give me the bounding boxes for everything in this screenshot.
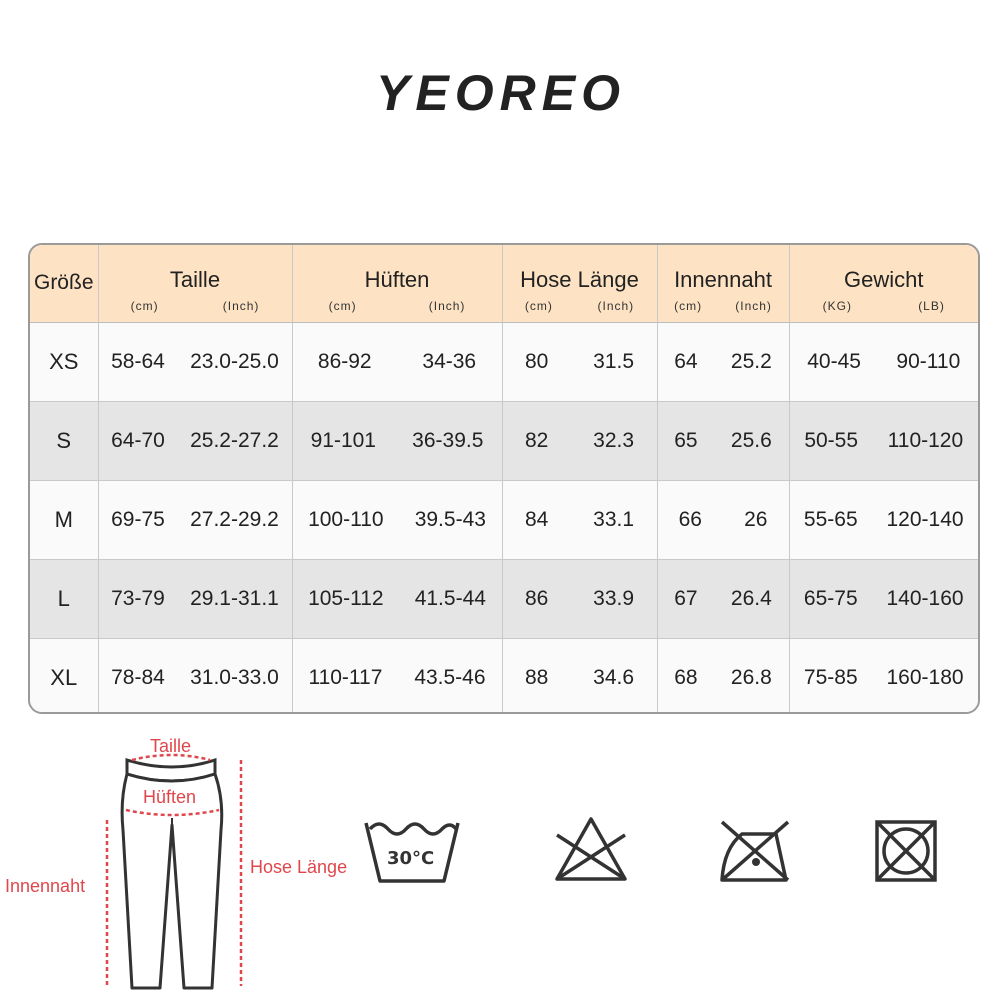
cell-value: 69-75 — [111, 507, 165, 531]
header-units-hueften — [293, 299, 502, 313]
cell-taille — [98, 480, 292, 559]
unit-label: (cm) — [674, 299, 703, 313]
taille-label: Taille — [150, 736, 192, 756]
size-cell: L — [30, 559, 98, 638]
cell-value: 90-110 — [896, 349, 961, 373]
header-gewicht — [789, 245, 978, 322]
cell-hose — [502, 322, 657, 401]
cell-value: 160-180 — [886, 665, 964, 689]
unit-label: (LB) — [918, 299, 945, 313]
cell-innennaht — [657, 401, 789, 480]
table-row — [30, 559, 978, 638]
header-units-hose — [503, 299, 657, 313]
cell-value: 39.5-43 — [414, 507, 486, 531]
cell-value: 88 — [524, 665, 549, 689]
header-title-innennaht: Innennaht — [674, 267, 772, 292]
table-body — [30, 322, 978, 714]
cell-value: 75-85 — [803, 665, 858, 689]
unit-label: (Inch) — [597, 299, 635, 313]
header-units-innennaht — [658, 299, 789, 313]
cell-value: 110-120 — [887, 428, 964, 452]
innennaht-label: Innennaht — [5, 876, 86, 896]
cell-value: 40-45 — [807, 349, 861, 373]
brand-logo — [0, 62, 1001, 122]
cell-value: 86-92 — [317, 349, 372, 373]
cell-value: 110-117 — [308, 665, 383, 689]
cell-value: 68 — [674, 665, 698, 689]
no-tumble-dry-icon — [874, 819, 938, 883]
cell-hueften — [292, 480, 502, 559]
cell-innennaht — [657, 638, 789, 714]
header-title-gewicht: Gewicht — [844, 267, 924, 292]
cell-hueften — [292, 559, 502, 638]
cell-value: 25.2-27.2 — [190, 428, 279, 452]
cell-value: 25.2 — [730, 349, 772, 373]
size-table — [30, 245, 978, 714]
cell-value: 64-70 — [111, 428, 165, 452]
header-innennaht — [657, 245, 789, 322]
cell-value: 67 — [674, 586, 698, 610]
cell-value: 43.5-46 — [414, 665, 486, 689]
size-cell: S — [30, 401, 98, 480]
cell-hueften — [292, 401, 502, 480]
cell-value: 29.1-31.1 — [190, 586, 279, 610]
cell-taille — [98, 322, 292, 401]
unit-label: (Inch) — [428, 299, 466, 313]
cell-value: 86 — [524, 586, 549, 610]
unit-label: (cm) — [328, 299, 357, 313]
cell-value: 84 — [524, 507, 549, 531]
cell-value: 23.0-25.0 — [190, 349, 279, 373]
cell-gewicht — [789, 638, 978, 714]
cell-value: 32.3 — [593, 428, 635, 452]
cell-value: 55-65 — [803, 507, 858, 531]
cell-value: 41.5-44 — [414, 586, 486, 610]
hueften-label: Hüften — [143, 787, 197, 807]
cell-value: 91-101 — [310, 428, 376, 452]
header-hose — [502, 245, 657, 322]
cell-value: 64 — [674, 349, 698, 373]
cell-gewicht — [789, 559, 978, 638]
cell-innennaht — [657, 559, 789, 638]
cell-value: 26.8 — [730, 665, 772, 689]
cell-innennaht — [657, 322, 789, 401]
size-cell: XL — [30, 638, 98, 714]
cell-value: 66 — [678, 507, 702, 531]
cell-value: 100-110 — [308, 507, 384, 531]
cell-taille — [98, 401, 292, 480]
measurement-diagram — [0, 730, 380, 1001]
brand-logo-mark — [351, 70, 651, 114]
unit-label: (cm) — [524, 299, 553, 313]
cell-value: 34.6 — [593, 665, 635, 689]
cell-value: 58-64 — [111, 349, 165, 373]
no-iron-icon — [718, 818, 792, 884]
cell-gewicht — [789, 401, 978, 480]
cell-value: 78-84 — [111, 665, 165, 689]
table-row — [30, 322, 978, 401]
header-taille — [98, 245, 292, 322]
no-bleach-icon — [553, 815, 629, 883]
header-units-taille — [99, 299, 292, 313]
cell-value: 31.5 — [593, 349, 635, 373]
cell-value: 80 — [524, 349, 549, 373]
table-row — [30, 638, 978, 714]
cell-value: 105-112 — [308, 586, 384, 610]
unit-label: (cm) — [130, 299, 159, 313]
table-row — [30, 401, 978, 480]
cell-value: 31.0-33.0 — [190, 665, 279, 689]
size-cell: XS — [30, 322, 98, 401]
brand-name: YEOREO — [375, 70, 626, 114]
cell-value: 33.1 — [593, 507, 635, 531]
hose-laenge-label: Hose Länge — [250, 857, 348, 877]
cell-hose — [502, 559, 657, 638]
cell-value: 25.6 — [730, 428, 772, 452]
unit-label: (Inch) — [735, 299, 772, 313]
cell-value: 26.4 — [730, 586, 772, 610]
cell-value: 36-39.5 — [412, 428, 484, 452]
unit-label: (Inch) — [222, 299, 260, 313]
header-title-hose: Hose Länge — [520, 267, 639, 292]
cell-hose — [502, 401, 657, 480]
cell-value: 120-140 — [886, 507, 964, 531]
cell-value: 65 — [674, 428, 698, 452]
cell-taille — [98, 638, 292, 714]
unit-label: (KG) — [822, 299, 852, 313]
cell-gewicht — [789, 322, 978, 401]
cell-value: 33.9 — [593, 586, 635, 610]
cell-gewicht — [789, 480, 978, 559]
cell-value: 73-79 — [111, 586, 165, 610]
table-header-row — [30, 245, 978, 322]
size-chart — [28, 243, 980, 714]
cell-taille — [98, 559, 292, 638]
cell-value: 82 — [524, 428, 549, 452]
header-units-gewicht — [790, 299, 979, 313]
cell-hose — [502, 638, 657, 714]
header-hueften — [292, 245, 502, 322]
cell-hueften — [292, 638, 502, 714]
cell-value: 50-55 — [804, 428, 859, 452]
cell-value: 27.2-29.2 — [190, 507, 279, 531]
cell-hueften — [292, 322, 502, 401]
size-column-header: Größe — [30, 245, 98, 322]
header-title-taille: Taille — [169, 267, 221, 292]
cell-value: 34-36 — [422, 349, 477, 373]
cell-value: 26 — [744, 507, 768, 531]
table-row — [30, 480, 978, 559]
wash-temperature: 30°C — [387, 848, 435, 869]
header-title-hueften: Hüften — [364, 267, 430, 292]
cell-innennaht — [657, 480, 789, 559]
size-cell: M — [30, 480, 98, 559]
cell-value: 65-75 — [803, 586, 858, 610]
cell-hose — [502, 480, 657, 559]
cell-value: 140-160 — [886, 586, 964, 610]
